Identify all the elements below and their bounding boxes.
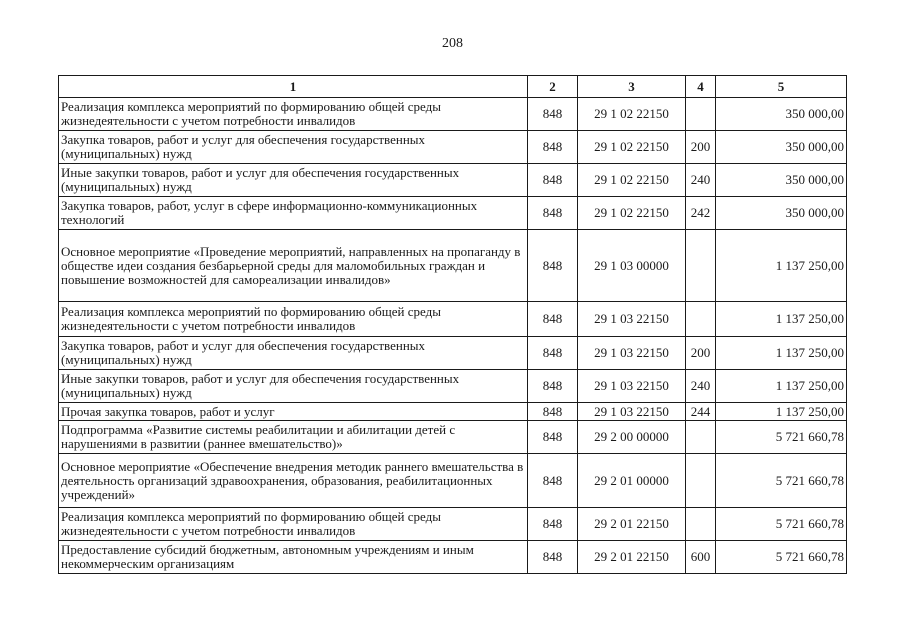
row-ved: 848 (528, 403, 578, 421)
row-ved: 848 (528, 337, 578, 370)
table-row (59, 197, 847, 230)
row-vr (686, 421, 716, 454)
row-name: Основное мероприятие «Обеспечение внедрения методик раннего вмешательства в деятельность организаций здравоохранения, образования, реабилитационных учреждений» (59, 454, 528, 508)
column-header-csr: 3 (578, 76, 686, 98)
row-csr: 29 1 03 22150 (578, 403, 686, 421)
row-ved: 848 (528, 98, 578, 131)
row-name: Закупка товаров, работ и услуг для обеспечения государственных (муниципальных) нужд (59, 337, 528, 370)
row-amount: 1 137 250,00 (716, 403, 847, 421)
row-vr (686, 302, 716, 337)
table-row (59, 541, 847, 574)
row-name: Реализация комплекса мероприятий по формированию общей среды жизнедеятельности с учетом потребности инвалидов (59, 98, 528, 131)
row-vr (686, 230, 716, 302)
row-name: Закупка товаров, работ и услуг для обеспечения государственных (муниципальных) нужд (59, 131, 528, 164)
row-ved: 848 (528, 131, 578, 164)
row-name: Иные закупки товаров, работ и услуг для обеспечения государственных (муниципальных) нужд (59, 370, 528, 403)
table-row (59, 421, 847, 454)
column-header-ved: 2 (528, 76, 578, 98)
table-header-row (59, 76, 847, 98)
row-amount: 5 721 660,78 (716, 541, 847, 574)
row-ved: 848 (528, 541, 578, 574)
row-vr: 242 (686, 197, 716, 230)
row-ved: 848 (528, 302, 578, 337)
row-csr: 29 1 03 22150 (578, 337, 686, 370)
row-csr: 29 1 02 22150 (578, 98, 686, 131)
row-vr: 200 (686, 131, 716, 164)
table-row (59, 164, 847, 197)
row-csr: 29 1 02 22150 (578, 131, 686, 164)
row-vr: 600 (686, 541, 716, 574)
row-ved: 848 (528, 164, 578, 197)
row-vr: 240 (686, 370, 716, 403)
row-ved: 848 (528, 421, 578, 454)
row-name: Подпрограмма «Развитие системы реабилитации и абилитации детей с нарушениями в развитии (раннее вмешательство)» (59, 421, 528, 454)
row-csr: 29 2 01 22150 (578, 508, 686, 541)
row-csr: 29 1 02 22150 (578, 164, 686, 197)
page-number: 208 (442, 36, 463, 51)
row-vr: 200 (686, 337, 716, 370)
row-name: Реализация комплекса мероприятий по формированию общей среды жизнедеятельности с учетом потребности инвалидов (59, 302, 528, 337)
row-amount: 350 000,00 (716, 164, 847, 197)
row-amount: 5 721 660,78 (716, 508, 847, 541)
row-csr: 29 2 00 00000 (578, 421, 686, 454)
column-header-vr: 4 (686, 76, 716, 98)
row-ved: 848 (528, 197, 578, 230)
row-csr: 29 2 01 00000 (578, 454, 686, 508)
row-name: Реализация комплекса мероприятий по формированию общей среды жизнедеятельности с учетом потребности инвалидов (59, 508, 528, 541)
row-amount: 5 721 660,78 (716, 421, 847, 454)
row-csr: 29 1 02 22150 (578, 197, 686, 230)
table-row (59, 508, 847, 541)
row-csr: 29 1 03 22150 (578, 370, 686, 403)
row-amount: 1 137 250,00 (716, 230, 847, 302)
row-name: Закупка товаров, работ, услуг в сфере информационно-коммуникационных технологий (59, 197, 528, 230)
row-csr: 29 2 01 22150 (578, 541, 686, 574)
table-row (59, 337, 847, 370)
row-vr: 240 (686, 164, 716, 197)
column-header-amount: 5 (716, 76, 847, 98)
row-ved: 848 (528, 454, 578, 508)
table-row (59, 230, 847, 302)
table-row (59, 454, 847, 508)
row-ved: 848 (528, 230, 578, 302)
row-amount: 350 000,00 (716, 197, 847, 230)
row-ved: 848 (528, 508, 578, 541)
budget-table (58, 75, 847, 574)
row-vr (686, 454, 716, 508)
row-amount: 1 137 250,00 (716, 370, 847, 403)
row-amount: 350 000,00 (716, 98, 847, 131)
row-vr: 244 (686, 403, 716, 421)
row-name: Основное мероприятие «Проведение мероприятий, направленных на пропаганду в обществе идеи создания безбарьерной среды для маломобильных граждан и повышение возможностей для самореализации инвалидов» (59, 230, 528, 302)
row-amount: 350 000,00 (716, 131, 847, 164)
row-csr: 29 1 03 00000 (578, 230, 686, 302)
row-amount: 1 137 250,00 (716, 302, 847, 337)
row-vr (686, 98, 716, 131)
table-row (59, 131, 847, 164)
row-name: Прочая закупка товаров, работ и услуг (59, 403, 528, 421)
row-name: Иные закупки товаров, работ и услуг для обеспечения государственных (муниципальных) нужд (59, 164, 528, 197)
row-csr: 29 1 03 22150 (578, 302, 686, 337)
row-amount: 5 721 660,78 (716, 454, 847, 508)
table-row (59, 302, 847, 337)
table-row (59, 98, 847, 131)
row-vr (686, 508, 716, 541)
table-row (59, 403, 847, 421)
table-row (59, 370, 847, 403)
row-name: Предоставление субсидий бюджетным, автономным учреждениям и иным некоммерческим организациям (59, 541, 528, 574)
row-ved: 848 (528, 370, 578, 403)
row-amount: 1 137 250,00 (716, 337, 847, 370)
column-header-name: 1 (59, 76, 528, 98)
